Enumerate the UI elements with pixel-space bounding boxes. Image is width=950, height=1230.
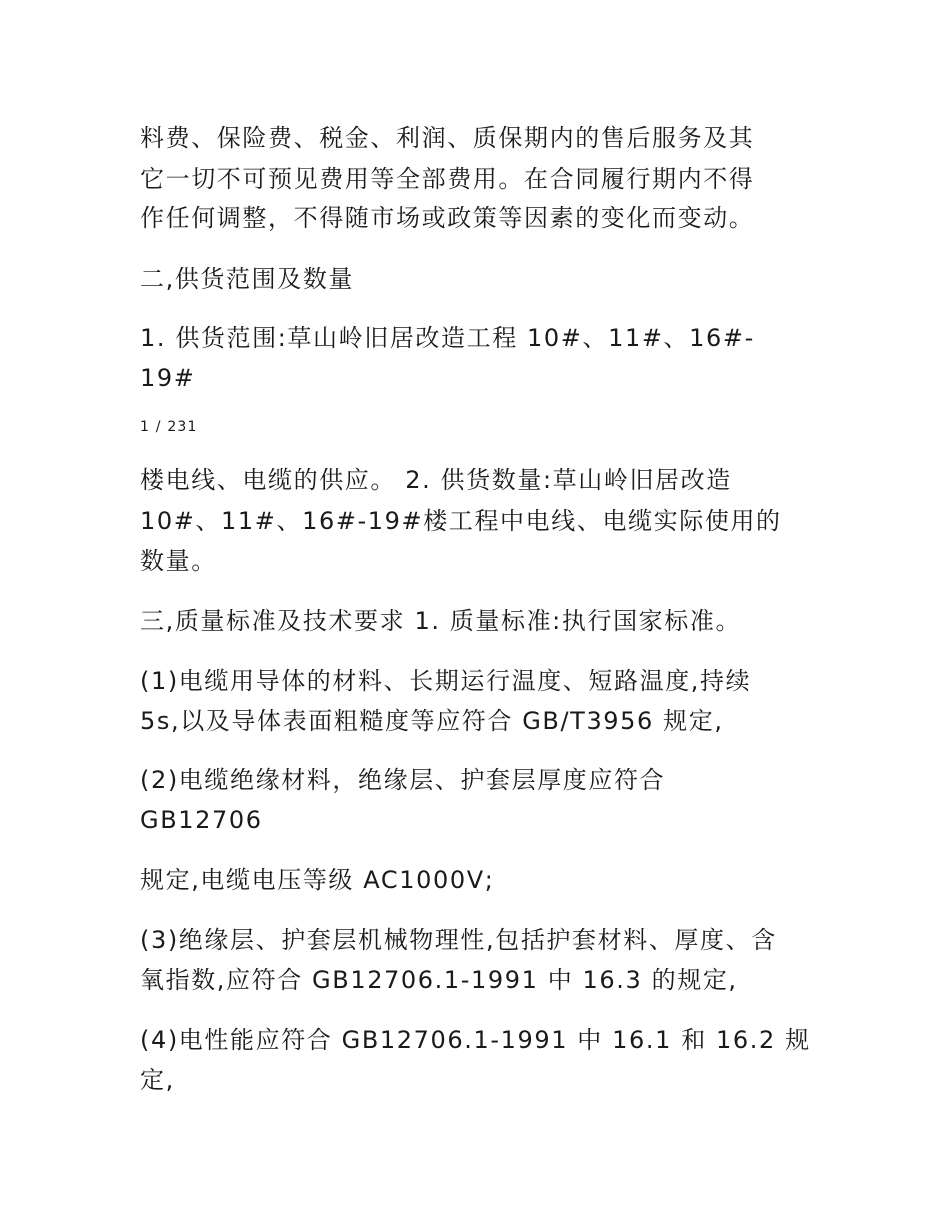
text-line: 19# (140, 364, 196, 392)
text-line: 5s,以及导体表面粗糙度等应符合 GB/T3956 规定, (140, 707, 724, 735)
text-line: 料费、保险费、税金、利润、质保期内的售后服务及其 (140, 124, 755, 152)
text-line: 楼电线、电缆的供应。 2. 供货数量:草山岭旧居改造 (140, 466, 732, 494)
text-line: (3)绝缘层、护套层机械物理性,包括护套材料、厚度、含 (140, 926, 777, 954)
section-heading: 三,质量标准及技术要求 1. 质量标准:执行国家标准。 (140, 607, 742, 635)
text-line: 1. 供货范围:草山岭旧居改造工程 10#、11#、16#- (140, 324, 755, 352)
text-line: GB12706 (140, 806, 263, 834)
text-line: 作任何调整，不得随市场或政策等因素的变化而变动。 (140, 204, 755, 232)
text-line: 规定,电缆电压等级 AC1000V; (140, 866, 495, 894)
text-line: 氧指数,应符合 GB12706.1-1991 中 16.3 的规定, (140, 966, 738, 994)
text-line: (1)电缆用导体的材料、长期运行温度、短路温度,持续 (140, 667, 752, 695)
page-number: 1 / 231 (140, 419, 198, 435)
text-line: 10#、11#、16#-19#楼工程中电线、电缆实际使用的 (140, 507, 782, 535)
section-heading: 二,供货范围及数量 (140, 265, 355, 293)
text-line: 定, (140, 1066, 175, 1094)
text-line: (4)电性能应符合 GB12706.1-1991 中 16.1 和 16.2 规 (140, 1026, 811, 1054)
text-line: 它一切不可预见费用等全部费用。在合同履行期内不得 (140, 165, 755, 193)
text-line: (2)电缆绝缘材料，绝缘层、护套层厚度应符合 (140, 766, 666, 794)
text-line: 数量。 (140, 547, 217, 575)
